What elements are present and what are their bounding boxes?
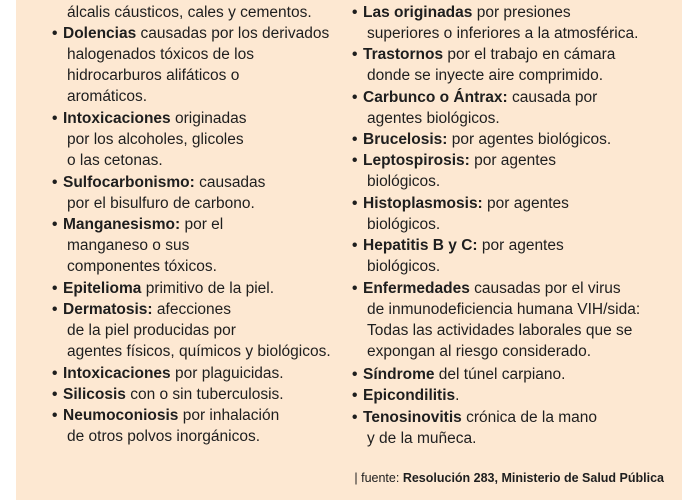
list-item <box>52 278 352 299</box>
bullet-icon: • <box>352 46 358 63</box>
list-item <box>52 405 352 447</box>
bullet-icon: • <box>52 280 58 297</box>
item-text: . <box>455 387 460 404</box>
bullet-icon: • <box>52 386 58 403</box>
source-reference: Resolución 283, Ministerio de Salud Pública <box>402 471 664 485</box>
list-item <box>352 193 682 235</box>
item-term: Hepatitis B y C: <box>363 237 478 254</box>
item-text-line: aromáticos. <box>67 88 148 106</box>
item-text: por el trabajo en cámara <box>443 46 616 63</box>
item-text: del túnel carpiano. <box>434 366 566 383</box>
bullet-icon: • <box>352 280 358 297</box>
item-text: por presiones <box>472 4 571 21</box>
item-text-line: componentes tóxicos. <box>67 258 217 276</box>
bullet-icon: • <box>52 216 58 233</box>
list-item <box>352 150 682 192</box>
item-term: Intoxicaciones <box>63 365 171 382</box>
bullet-icon: • <box>352 152 358 169</box>
bullet-icon: • <box>52 407 58 424</box>
bullet-icon: • <box>52 301 58 318</box>
list-item <box>52 363 352 384</box>
list-item <box>352 235 682 277</box>
item-text-line: superiores o inferiores a la atmosférica. <box>367 25 639 43</box>
bullet-icon: • <box>352 237 358 254</box>
item-term: Epicondilitis <box>363 387 456 404</box>
list-item <box>352 87 682 129</box>
item-term: Síndrome <box>363 366 435 383</box>
item-text: álcalis cáusticos, cales y cementos. <box>67 4 312 21</box>
list-item <box>52 108 352 171</box>
item-text-line: y de la muñeca. <box>367 430 477 448</box>
list-item <box>52 172 352 214</box>
list-item <box>352 364 682 385</box>
item-text-line: Todas las actividades laborales que se <box>367 322 633 340</box>
item-term: Brucelosis: <box>363 131 448 148</box>
list-item <box>52 214 352 277</box>
source-citation <box>354 471 664 485</box>
item-text: originadas <box>170 110 247 127</box>
item-text-line: por el bisulfuro de carbono. <box>67 195 255 213</box>
item-text-line: o las cetonas. <box>67 152 163 170</box>
item-term: Manganesismo: <box>63 216 181 233</box>
item-text-line: de otros polvos inorgánicos. <box>67 428 261 446</box>
bullet-icon: • <box>52 365 58 382</box>
bullet-icon: • <box>352 131 358 148</box>
item-text: causadas por los derivados <box>136 25 330 42</box>
source-prefix: | fuente: <box>354 471 400 485</box>
list-item <box>352 385 682 406</box>
item-text: por agentes <box>477 237 564 254</box>
bullet-icon: • <box>352 387 358 404</box>
item-text: afecciones <box>152 301 232 318</box>
item-term: Tenosinovitis <box>363 409 462 426</box>
item-text: con o sin tuberculosis. <box>125 386 284 403</box>
item-text: causadas <box>194 174 266 191</box>
item-text-line: de la piel producidas por <box>67 322 236 340</box>
list-item <box>352 129 682 150</box>
item-text: por el <box>180 216 224 233</box>
bullet-icon: • <box>52 110 58 127</box>
list-item <box>52 23 352 107</box>
list-item <box>52 384 352 405</box>
item-term: Intoxicaciones <box>63 110 171 127</box>
list-item <box>352 2 682 44</box>
item-text: por plaguicidas. <box>170 365 284 382</box>
bullet-icon: • <box>352 366 358 383</box>
item-text-line: de inmunodeficiencia humana VIH/sida: <box>367 301 641 319</box>
item-text-line: agentes biológicos. <box>367 110 500 128</box>
list-item <box>52 299 352 362</box>
item-term: Silicosis <box>63 386 126 403</box>
item-text: por inhalación <box>178 407 280 424</box>
item-text: por agentes <box>469 152 556 169</box>
item-text-line: biológicos. <box>367 173 441 191</box>
item-term: Sulfocarbonismo: <box>63 174 195 191</box>
item-term: Enfermedades <box>363 280 470 297</box>
item-term: Carbunco o Ántrax: <box>363 89 508 106</box>
item-text-line: halogenados tóxicos de los <box>67 46 254 64</box>
item-term: Leptospirosis: <box>363 152 470 169</box>
item-text-line: biológicos. <box>367 258 441 276</box>
item-text-line: manganeso o sus <box>67 237 190 255</box>
item-text-line: expongan al riesgo considerado. <box>367 343 592 361</box>
item-text: crónica de la mano <box>461 409 598 426</box>
bullet-icon: • <box>52 174 58 191</box>
item-term: Dermatosis: <box>63 301 153 318</box>
item-text: por agentes biológicos. <box>447 131 612 148</box>
item-text-line: por los alcoholes, glicoles <box>67 131 244 149</box>
item-text: causada por <box>507 89 598 106</box>
bullet-icon: • <box>352 89 358 106</box>
item-term: Neumoconiosis <box>63 407 179 424</box>
item-term: Las originadas <box>363 4 473 21</box>
list-item <box>352 278 682 362</box>
item-text-line: hidrocarburos alifáticos o <box>67 67 240 85</box>
item-term: Epitelioma <box>63 280 142 297</box>
bullet-icon: • <box>52 25 58 42</box>
item-text-line: donde se inyecte aire comprimido. <box>367 67 604 85</box>
list-item <box>352 44 682 86</box>
list-item <box>352 407 682 449</box>
item-term: Dolencias <box>63 25 137 42</box>
item-text: primitivo de la piel. <box>141 280 275 297</box>
item-text-line: agentes físicos, químicos y biológicos. <box>67 343 331 361</box>
item-term: Trastornos <box>363 46 444 63</box>
bullet-icon: • <box>352 409 358 426</box>
item-text: por agentes <box>482 195 569 212</box>
bullet-icon: • <box>352 4 358 21</box>
bullet-icon: • <box>352 195 358 212</box>
item-text-line: biológicos. <box>367 216 441 234</box>
item-term: Histoplasmosis: <box>363 195 483 212</box>
item-text: causadas por el virus <box>469 280 621 297</box>
list-item <box>52 2 312 23</box>
